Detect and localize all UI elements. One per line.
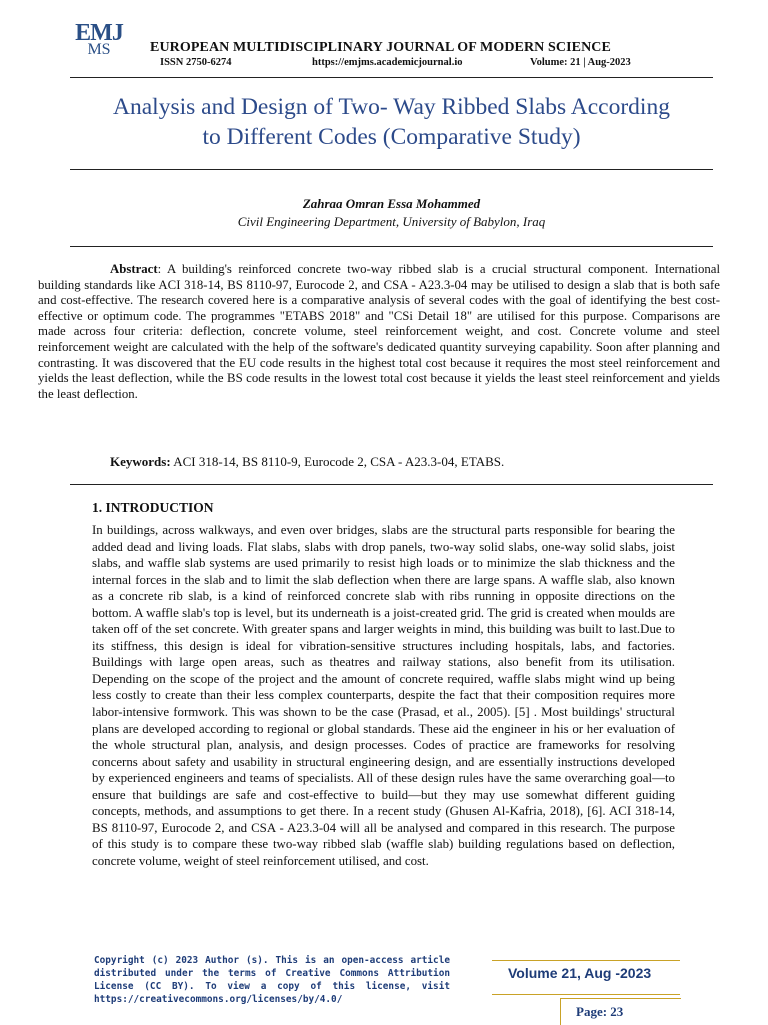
- journal-name: EUROPEAN MULTIDISCIPLINARY JOURNAL OF MODERN SCIENCE: [150, 40, 611, 55]
- logo-top-text: EMJ: [75, 20, 123, 46]
- section-heading-introduction: 1. INTRODUCTION: [92, 500, 214, 515]
- abstract-text: : A building's reinforced concrete two-way ribbed slab is a crucial structural component. International building standards like ACI 318-14, BS 8110-97, Eurocode 2, and CSA - A23.3-04 may be utilised to design a slab that is both safe and cost-effective. The research covered here is a comparative analysis of several codes with the goal of identifying the best cost-effective or optimum code. The programmes "ETABS 2018" and "CSi Detail 18" are utilised for this purpose. Comparisons are made across four criteria: deflection, concrete volume, steel reinforcement weight, and cost. Concrete volume and steel reinforcement weight are calculated with the help of the software's dedicated quantity surveying capability. Soon after planning and contrasting. It was discovered that the EU code results in the highest total cost because it requires the most steel reinforcement and yields the least deflection, while the BS code results in the lowest total cost because it yields the least steel reinforcement and yields the least deflection.: [38, 262, 720, 401]
- journal-logo: [70, 22, 128, 58]
- page-number: Page: 23: [576, 1004, 624, 1019]
- introduction-paragraph: In buildings, across walkways, and even over bridges, slabs are the structural parts responsible for bearing the added dead and living loads. Flat slabs, slabs with drop panels, two-way solid slabs, one-way solid slabs, joist slabs, and waffle slab systems are used primarily to resist high loads or to minimize the slab thickness and the internal forces in the slab and to limit the slab deflection when there are large spans. A waffle slab, also known as a concrete rib slab, is a kind of reinforced concrete slab with ribs running in opposite directions on the bottom. A waffle slab's top is level, but its underneath is a joist-created grid. The grid is created when moulds are taken off of the set concrete. With greater spans and larger weights in mind, this building was built to last.Due to its stiffness, this design is ideal for vibration-sensitive structures including hospitals, labs, and factories. Buildings with large open areas, such as theatres and railway stations, also benefit from its utilisation. Depending on the scope of the project and the amount of concrete required, waffle slabs might wind up being less costly to create than their less complex counterparts, despite the fact that their composition requires more labor-intensive formwork. This was shown to be the case (Prasad, et al., 2005). [5] . Most buildings' structural plans are developed according to regional or global standards. These aid the engineer in his or her evaluation of the whole structural plan, analysis, and design processes. Codes of practice are frameworks for resolving concerns about safety and usability in structural engineering design, and are essentially instructions developed by experienced engineers and teams of specialists. All of these design rules have the same overarching goal—to ensure that buildings are safe and cost-effective to build—but they may use somewhat different guiding concepts, methods, and assumptions to get there. In a recent study (Ghusen Al-Kafria, 2018), [6]. ACI 318-14, BS 8110-97, Eurocode 2, and CSA - A23.3-04 will all be analysed and compared in this research. The purpose of this study is to compare these two-way ribbed slab (waffle slab) building regulations based on deflection, concrete volume, weight of steel reinforcement utilised, and cost.: [92, 523, 675, 868]
- copyright-notice: Copyright (c) 2023 Author (s). This is an open-access article distributed under the terms of Creative Commons Attribution License (CC BY). To view a copy of this license, visit https://creativecommons.org/licenses/by/4.0/: [94, 955, 450, 1005]
- keywords-label: Keywords:: [110, 454, 171, 469]
- abstract-label: Abstract: [110, 262, 158, 276]
- header-divider: [70, 77, 713, 78]
- keywords-divider: [70, 484, 713, 485]
- abstract: [38, 262, 720, 402]
- title-line-1: Analysis and Design of Two- Way Ribbed Slabs According: [113, 94, 670, 120]
- article-title: [70, 92, 713, 152]
- author-affiliation: Civil Engineering Department, University of Babylon, Iraq: [237, 214, 546, 229]
- journal-url[interactable]: https://emjms.academicjournal.io: [312, 57, 463, 68]
- issn: ISSN 2750-6274: [160, 57, 232, 68]
- title-line-2: to Different Codes (Comparative Study): [202, 124, 581, 150]
- author-name: Zahraa Omran Essa Mohammed: [302, 196, 481, 211]
- author-divider: [70, 246, 713, 247]
- keywords-text: ACI 318-14, BS 8110-9, Eurocode 2, CSA - A23.3-04, ETABS.: [170, 454, 505, 469]
- footer-volume: Volume 21, Aug -2023: [508, 965, 652, 981]
- logo-bottom-text: MS: [87, 41, 111, 58]
- introduction-body: [92, 522, 675, 869]
- title-divider: [70, 169, 713, 170]
- volume-issue: Volume: 21 | Aug-2023: [530, 57, 631, 68]
- keywords: [110, 454, 504, 470]
